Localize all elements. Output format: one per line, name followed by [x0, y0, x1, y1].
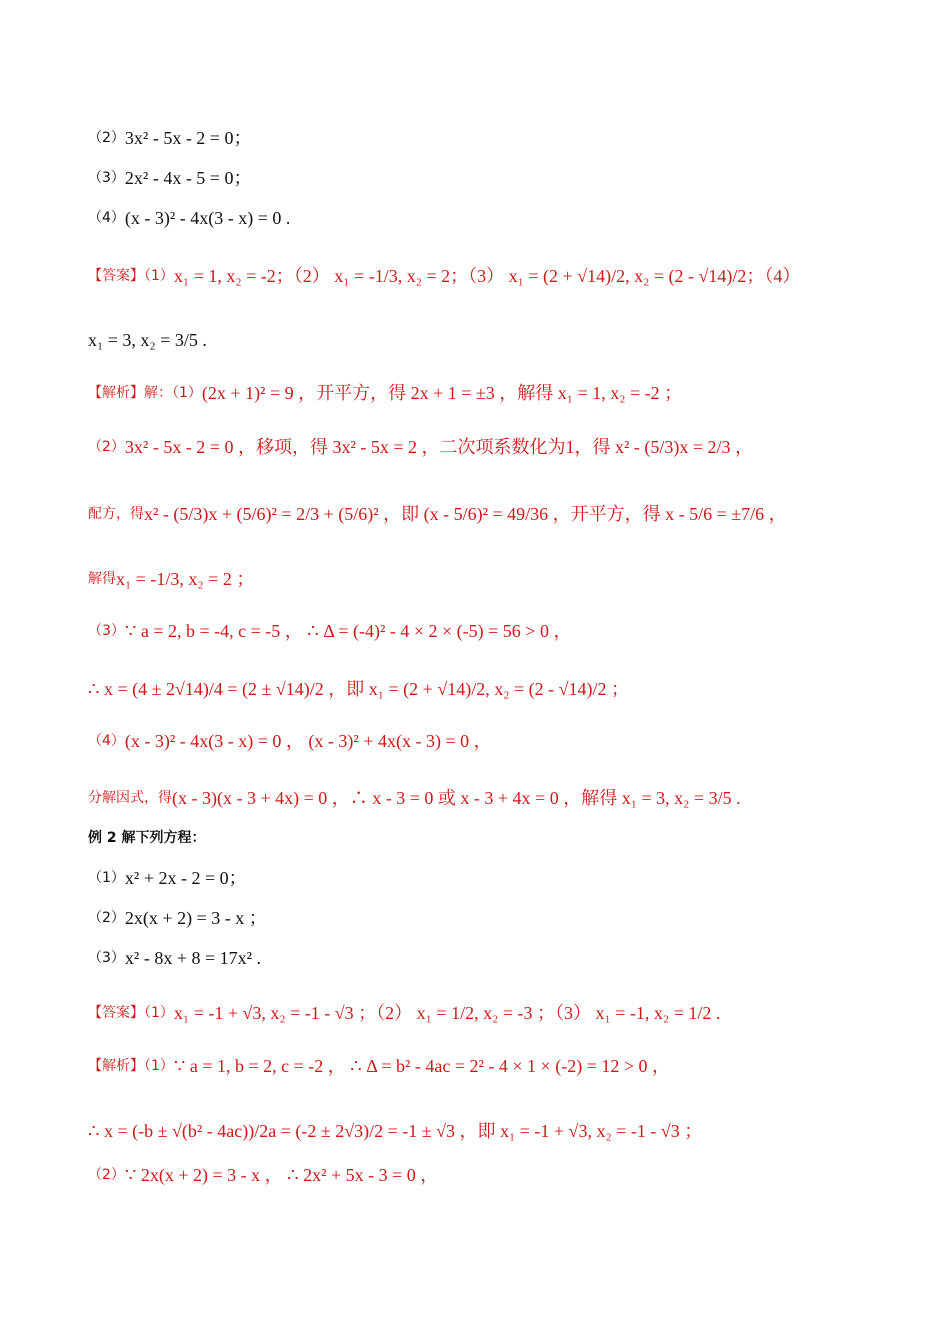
line-math: x₁ = 1, x₂ = -2；（2） x₁ = -1/3, x₂ = 2；（3） x₁ = (2 + √14)/2, x₂ = (2 - √14)/2；（4） — [173, 266, 801, 286]
line-label: 例 2 解下列方程： — [88, 830, 206, 846]
line-math: x² - 8x + 8 = 17x² . — [124, 948, 262, 968]
line-label: （3） — [88, 950, 125, 966]
line-label: （3） — [88, 170, 125, 186]
line-math: (2x + 1)² = 9 ，开平方，得 2x + 1 = ±3 ，解得 x₁ = 1, x₂ = -2 ； — [201, 383, 683, 403]
line-math: x² - (5/3)x + (5/6)² = 2/3 + (5/6)² ，即 (x - 5/6)² = 49/36 ，开平方，得 x - 5/6 = ±7/6 ， — [144, 504, 787, 524]
line-label: 【答案】（1） — [88, 268, 174, 284]
text-line — [88, 570, 254, 588]
text-line — [88, 949, 261, 967]
text-line — [88, 1166, 438, 1184]
line-math: ∴ x = (-b ± √(b² - 4ac))/2a = (-2 ± 2√3)/2 = -1 ± √3 ，即 x₁ = -1 + √3, x₂ = -1 - √3 ； — [88, 1121, 703, 1141]
line-label: （2） — [88, 439, 125, 455]
line-math: x₁ = -1/3, x₂ = 2 ； — [116, 569, 255, 589]
text-line — [88, 1004, 720, 1022]
line-math: x² + 2x - 2 = 0； — [124, 868, 247, 888]
line-math: ∵ 2x(x + 2) = 3 - x ， ∴ 2x² + 5x - 3 = 0 ， — [124, 1165, 439, 1185]
line-label: （1） — [88, 870, 125, 886]
line-math: 2x(x + 2) = 3 - x ； — [124, 908, 267, 928]
text-line — [88, 384, 682, 402]
text-line — [88, 622, 571, 640]
text-line — [88, 1057, 670, 1075]
text-line — [88, 505, 787, 523]
line-label: （2） — [88, 910, 125, 926]
line-label: 【答案】（1） — [88, 1005, 174, 1021]
line-math: ∵ a = 2, b = -4, c = -5 ， ∴ Δ = (-4)² - 4 × 2 × (-5) = 56 > 0 ， — [124, 621, 572, 641]
line-math: (x - 3)² - 4x(3 - x) = 0 ， (x - 3)² + 4x(x - 3) = 0 ， — [124, 731, 492, 751]
text-line — [88, 732, 492, 750]
line-label: （2） — [88, 130, 125, 146]
text-line — [88, 831, 206, 845]
line-math: ∴ x = (4 ± 2√14)/4 = (2 ± √14)/2 ，即 x₁ = (2 + √14)/2, x₂ = (2 - √14)/2 ； — [88, 679, 629, 699]
line-math: (x - 3)(x - 3 + 4x) = 0 ，∴ x - 3 = 0 或 x - 3 + 4x = 0 ，解得 x₁ = 3, x₂ = 3/5 . — [172, 788, 741, 808]
line-label: （2） — [88, 1167, 125, 1183]
line-math: ∵ a = 1, b = 2, c = -2 ， ∴ Δ = b² - 4ac = 2² - 4 × 1 × (-2) = 12 > 0 ， — [173, 1056, 670, 1076]
line-label: 配方，得 — [88, 506, 144, 522]
line-label: 【解析】解：（1） — [88, 385, 202, 401]
text-line — [88, 331, 207, 349]
line-math: 3x² - 5x - 2 = 0； — [124, 128, 252, 148]
line-label: 【解析】（1） — [88, 1058, 174, 1074]
text-line — [88, 1122, 702, 1140]
line-math: 2x² - 4x - 5 = 0； — [124, 168, 252, 188]
line-math: 3x² - 5x - 2 = 0 ，移项，得 3x² - 5x = 2 ，二次项系数化为1，得 x² - (5/3)x = 2/3 ， — [124, 437, 754, 457]
text-line — [88, 209, 290, 227]
text-line — [88, 789, 741, 807]
line-math: (x - 3)² - 4x(3 - x) = 0 . — [124, 208, 291, 228]
text-line — [88, 909, 267, 927]
line-label: （4） — [88, 210, 125, 226]
line-label: 分解因式，得 — [88, 790, 172, 806]
line-label: （4） — [88, 733, 125, 749]
text-line — [88, 680, 629, 698]
text-line — [88, 169, 251, 187]
text-line — [88, 869, 247, 887]
line-label: 解得 — [88, 571, 116, 587]
text-line — [88, 129, 251, 147]
line-label: （3） — [88, 623, 125, 639]
line-math: x₁ = -1 + √3, x₂ = -1 - √3 ；（2） x₁ = 1/2, x₂ = -3 ；（3） x₁ = -1, x₂ = 1/2 . — [173, 1003, 721, 1023]
line-math: x₁ = 3, x₂ = 3/5 . — [88, 330, 207, 350]
text-line — [88, 438, 753, 456]
text-line — [88, 267, 800, 285]
